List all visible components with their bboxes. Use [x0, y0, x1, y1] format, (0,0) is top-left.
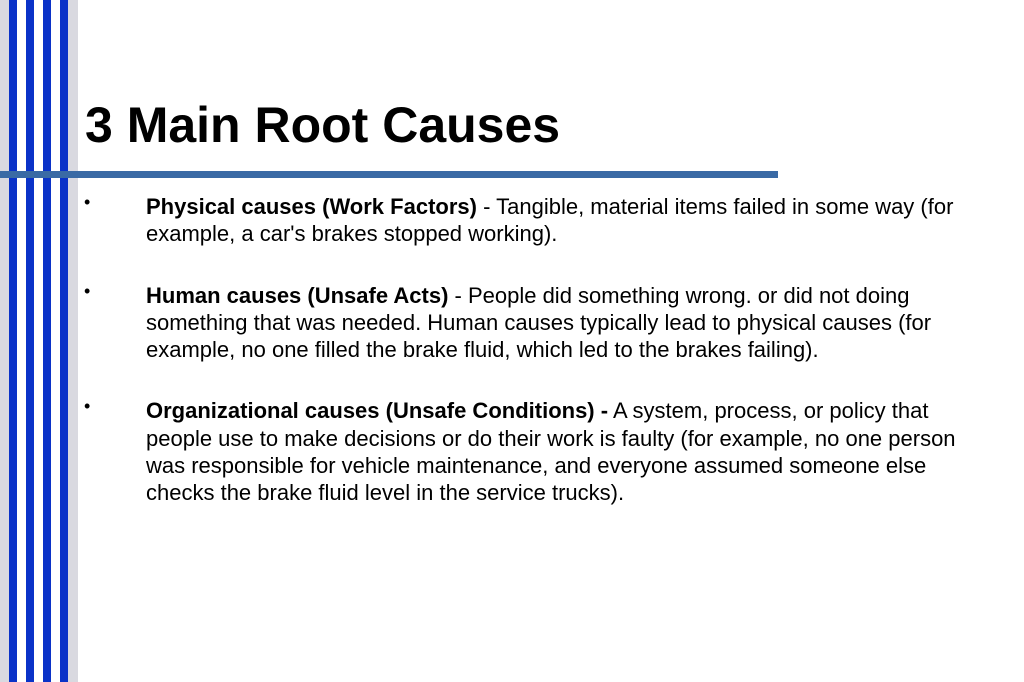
bullet-item-organizational — [80, 397, 980, 506]
bullet-heading: Organizational causes (Unsafe Conditions) - — [146, 398, 609, 424]
bullet-text: A system, process, or policy that people use to make decisions or do their work is faulty (for example, no one person was responsible for vehicle maintenance, and everyone assumed someone else checks the brake fluid level in the service trucks). — [146, 398, 956, 506]
stripe — [43, 0, 51, 682]
bullet-item-human — [80, 282, 980, 364]
bullet-item-physical — [80, 193, 980, 248]
bullet-heading: Human causes (Unsafe Acts) — [146, 282, 449, 308]
stripe-gap — [51, 0, 60, 682]
bullet-dot-icon: • — [84, 192, 91, 212]
bullet-text: - People did something wrong. or did not doing something that was needed. Human causes typically lead to physical causes (for example, no one filled the brake fluid, which led to the brakes failing). — [146, 282, 932, 363]
bullet-dot-icon: • — [84, 396, 91, 417]
slide-title: 3 Main Root Causes — [85, 97, 561, 153]
bullet-text: - Tangible, material items failed in some way (for example, a car's brakes stopped working). — [146, 194, 954, 247]
stripe — [60, 0, 68, 682]
title-divider — [0, 171, 778, 178]
bullet-dot-icon: • — [84, 280, 91, 301]
stripe — [26, 0, 34, 682]
stripe-gap — [17, 0, 26, 682]
bullet-heading: Physical causes (Work Factors) — [146, 194, 477, 219]
bullet-list — [80, 193, 980, 507]
stripe-gap — [34, 0, 43, 682]
stripe — [9, 0, 17, 682]
left-stripe-decoration — [0, 0, 78, 682]
